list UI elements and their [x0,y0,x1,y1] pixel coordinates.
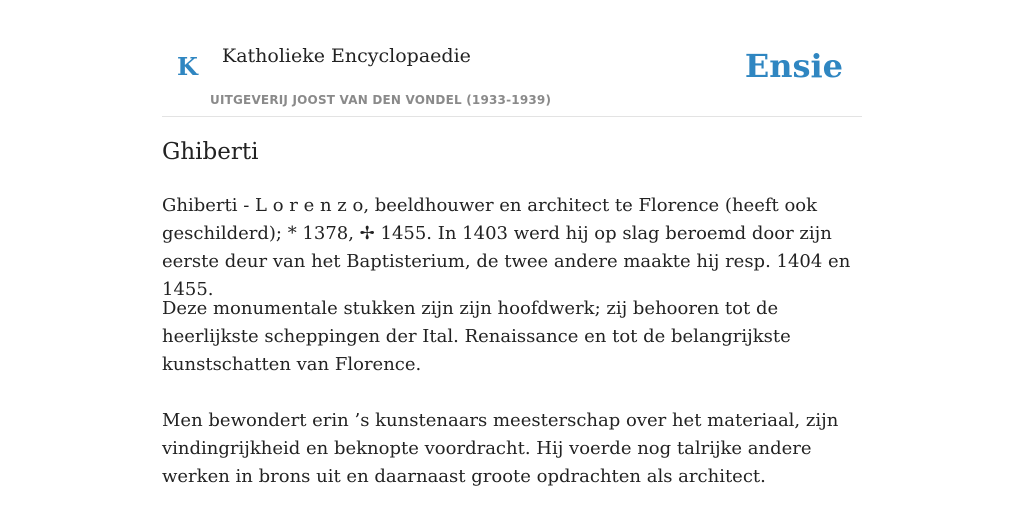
ensie-brand-link[interactable]: Ensie [744,47,843,85]
site-title[interactable]: Katholieke Encyclopaedie [222,45,471,67]
encyclopedia-logo-icon[interactable]: K [177,52,198,81]
site-header [162,0,862,117]
article-title: Ghiberti [162,139,259,165]
article-paragraph: Deze monumentale stukken zijn zijn hoofdwerk; zij behooren tot de heerlijkste scheppingen der Ital. Renaissance en tot de belangrijkste kunstschatten van Florence. [162,298,791,375]
article-paragraph: Men bewondert erin ’s kunstenaars meesterschap over het materiaal, zijn vindingrijkheid en beknopte voordracht. Hij voerde nog talrijke andere werken in brons uit en daarnaast groote opdrachten als architect. [162,410,839,487]
publisher-label: UITGEVERIJ JOOST VAN DEN VONDEL (1933-1939) [210,93,552,107]
article-paragraph: Ghiberti - L o r e n z o, beeldhouwer en architect te Florence (heeft ook geschilderd); * 1378, ✢ 1455. In 1403 werd hij op slag beroemd door zijn eerste deur van het Baptisterium, de twee andere maakte hij resp. 1404 en 1455. [162,195,851,300]
